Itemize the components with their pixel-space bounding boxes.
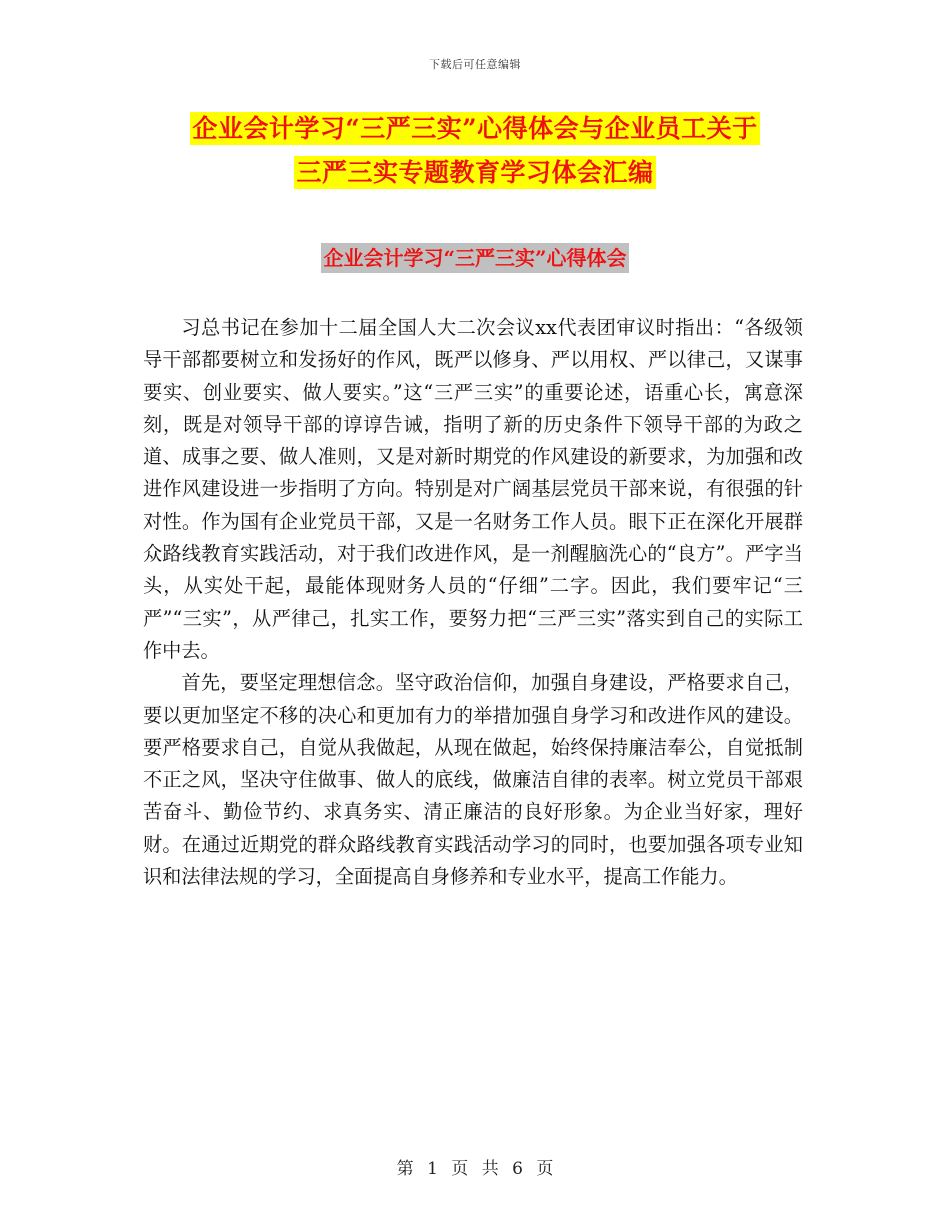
header-note: 下载后可任意编辑 bbox=[429, 58, 521, 71]
body-paragraph: 首先，要坚定理想信念。坚守政治信仰，加强自身建设，严格要求自己，要以更加坚定不移的决心和更加有力的举措加强自身学习和改进作风的建设。要严格要求自己，自觉从我做起，从现在做起，始终保持廉洁奉公，自觉抵制不正之风，坚决守住做事、做人的底线，做廉洁自律的表率。树立党员干部艰苦奋斗、勤俭节约、求真务实、清正廉洁的良好形象。为企业当好家，理好财。在通过近期党的群众路线教育实践活动学习的同时，也要加强各项专业知识和法律法规的学习，全面提高自身修养和专业水平，提高工作能力。 bbox=[143, 671, 803, 889]
document-body bbox=[143, 312, 803, 893]
document-title-line-1-text: 企业会计学习“三严三实”心得体会与企业员工关于 bbox=[192, 114, 758, 143]
section-heading bbox=[0, 245, 950, 271]
document-title-line-2-text: 三严三实专题教育学习体会汇编 bbox=[296, 158, 654, 187]
page-number: 第 1 页 共 6 页 bbox=[396, 1159, 554, 1179]
body-paragraph: 习总书记在参加十二届全国人大二次会议xx代表团审议时指出：“各级领导干部都要树立和发扬好的作风，既严以修身、严以用权、严以律己，又谋事要实、创业要实、做人要实。”这“三严三实”的重要论述，语重心长，寓意深刻，既是对领导干部的谆谆告诫，指明了新的历史条件下领导干部的为政之道、成事之要、做人准则，又是对新时期党的作风建设的新要求，为加强和改进作风建设进一步指明了方向。特别是对广阔基层党员干部来说，有很强的针对性。作为国有企业党员干部，又是一名财务工作人员。眼下正在深化开展群众路线教育实践活动，对于我们改进作风，是一剂醒脑洗心的“良方”。严字当头，从实处干起，最能体现财务人员的“仔细”二字。因此，我们要牢记“三严”“三实”，从严律己，扎实工作，要努力把“三严三实”落实到自己的实际工作中去。 bbox=[143, 316, 803, 662]
document-title-line-1 bbox=[0, 114, 950, 144]
section-heading-text: 企业会计学习“三严三实”心得体会 bbox=[321, 243, 628, 273]
document-title-line-2 bbox=[0, 158, 950, 188]
